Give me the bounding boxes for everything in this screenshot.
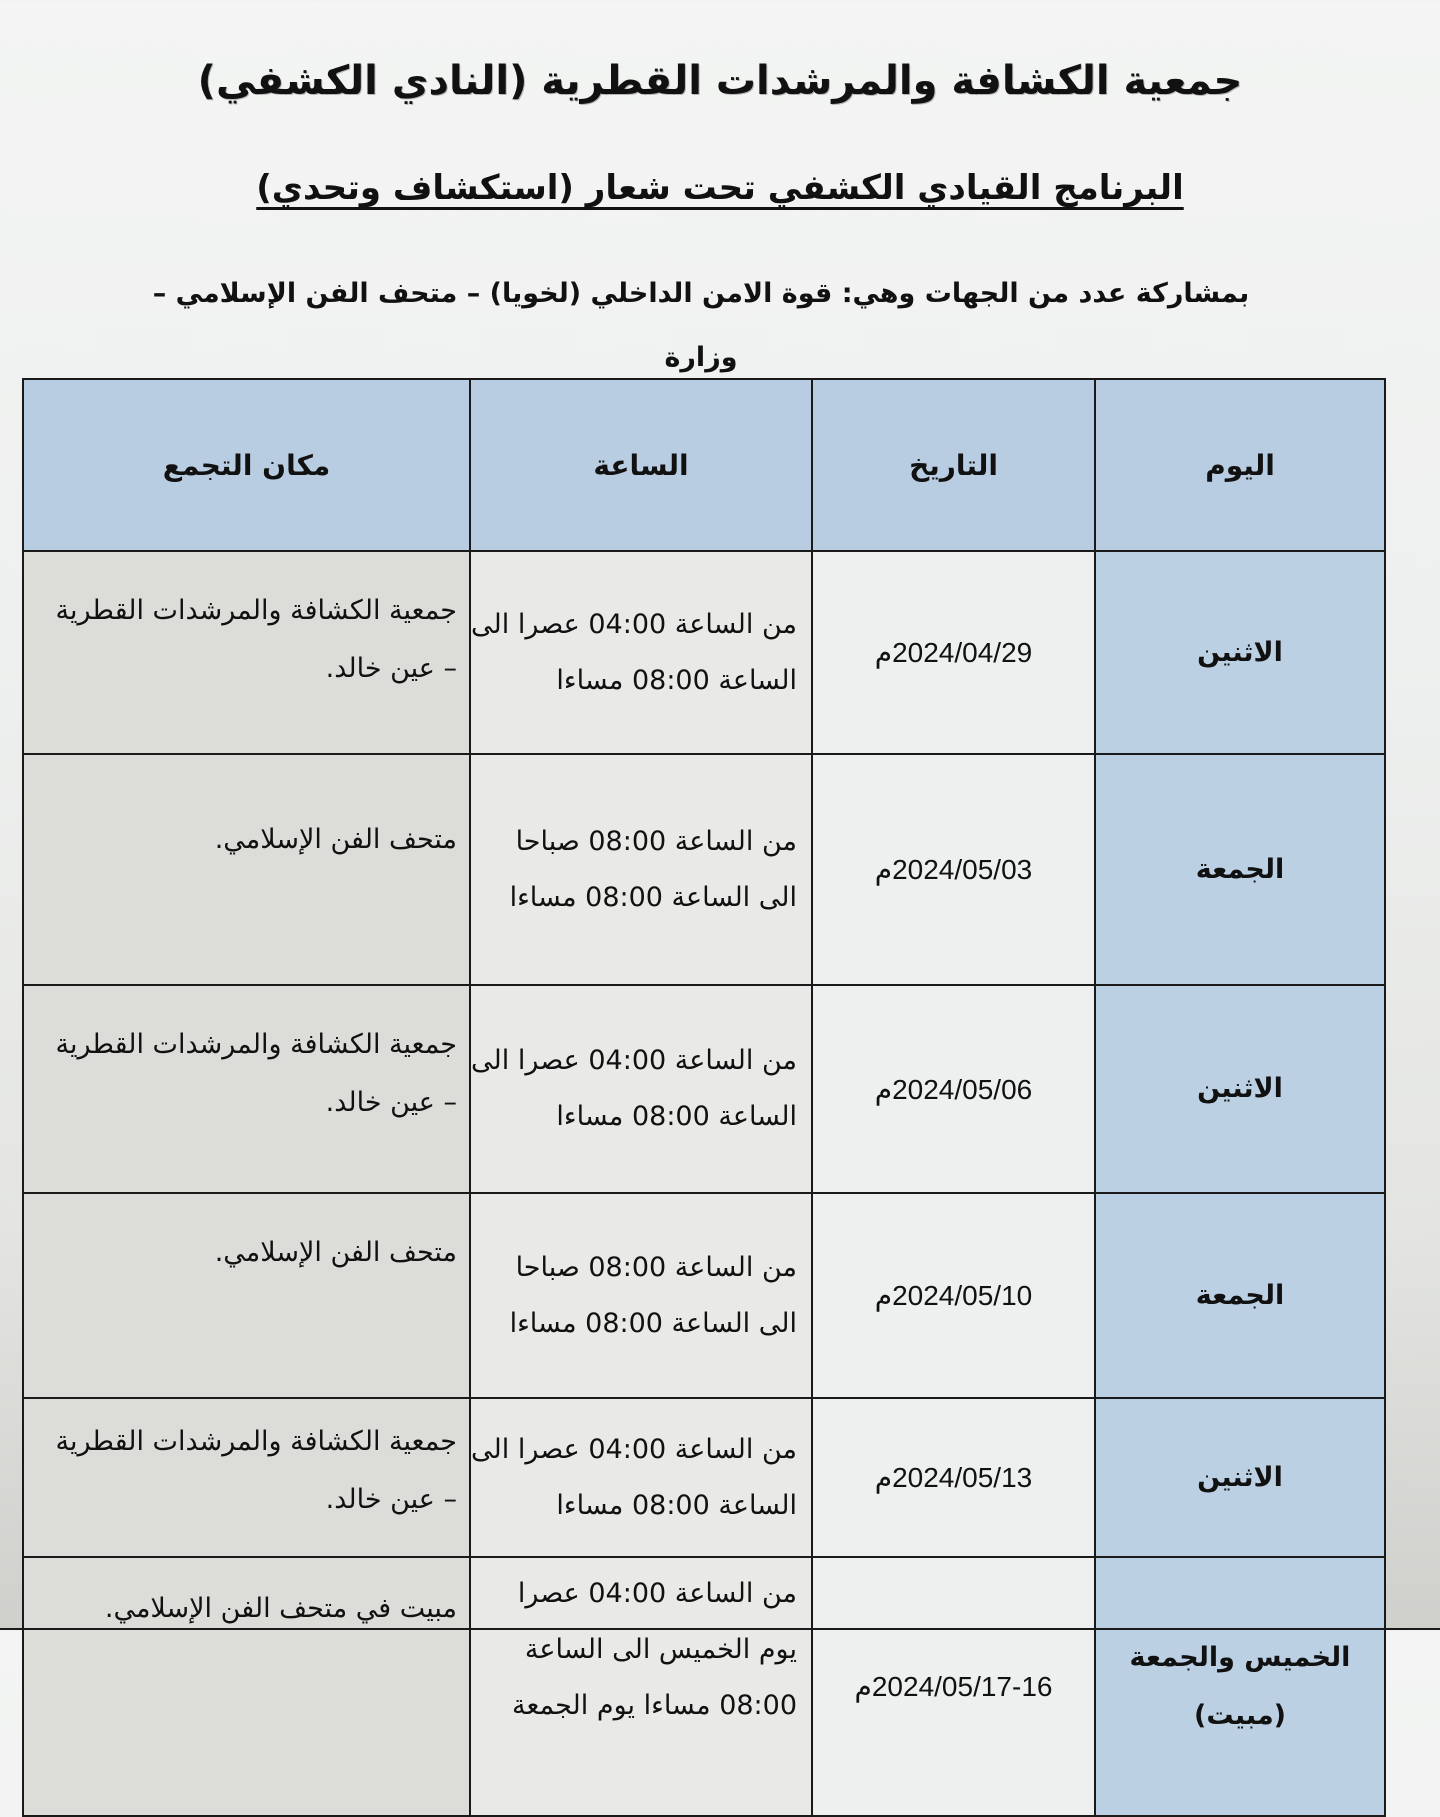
place-line: جمعية الكشافة والمرشدات القطرية xyxy=(55,1426,457,1457)
time-line: من الساعة 04:00 عصرا الى xyxy=(471,1433,797,1465)
place-line: – عين خالد. xyxy=(325,1087,457,1118)
time-line: الساعة 08:00 مساءا xyxy=(556,1101,797,1132)
day-label: الاثنين xyxy=(1197,1461,1283,1493)
time-line: من الساعة 04:00 عصرا الى xyxy=(471,608,797,640)
time-cell xyxy=(470,1193,812,1398)
day-cell xyxy=(1095,1557,1385,1816)
header-day: اليوم xyxy=(1095,379,1385,551)
table-row xyxy=(23,1557,1385,1816)
place-cell xyxy=(23,551,470,754)
time-line: الى الساعة 08:00 مساءا xyxy=(509,881,797,913)
day-label: الخميس والجمعة xyxy=(1129,1641,1351,1673)
document-subtitle xyxy=(0,168,1440,208)
time-line: من الساعة 04:00 عصرا الى xyxy=(471,1045,797,1076)
date-cell: 2024/04/29م xyxy=(812,551,1095,754)
place-line: متحف الفن الإسلامي. xyxy=(214,824,457,855)
header-date: التاريخ xyxy=(812,379,1095,551)
day-label: الاثنين xyxy=(1197,636,1283,668)
table-row xyxy=(23,1193,1385,1398)
schedule-table xyxy=(22,378,1386,1817)
time-line: من الساعة 08:00 صباحا xyxy=(515,1251,797,1283)
place-cell xyxy=(23,754,470,985)
place-cell xyxy=(23,985,470,1193)
date-cell: 2024/05/06م xyxy=(812,985,1095,1193)
date-cell: 2024/05/10م xyxy=(812,1193,1095,1398)
time-cell xyxy=(470,1557,812,1816)
date-cell: 2024/05/17-16م xyxy=(812,1557,1095,1816)
place-line: – عين خالد. xyxy=(325,653,457,684)
document-title: جمعية الكشافة والمرشدات القطرية (النادي الكشفي) xyxy=(197,58,1243,104)
time-cell xyxy=(470,985,812,1193)
date-cell: 2024/05/03م xyxy=(812,754,1095,985)
day-cell xyxy=(1095,985,1385,1193)
time-line: الساعة 08:00 مساءا xyxy=(556,1489,797,1521)
day-cell xyxy=(1095,1193,1385,1398)
time-line: من الساعة 04:00 عصرا xyxy=(517,1578,797,1609)
place-cell xyxy=(23,1398,470,1557)
place-line: جمعية الكشافة والمرشدات القطرية xyxy=(55,1029,457,1060)
time-line: من الساعة 08:00 صباحا xyxy=(515,825,797,857)
time-cell xyxy=(470,754,812,985)
place-cell xyxy=(23,1193,470,1398)
place-line: جمعية الكشافة والمرشدات القطرية xyxy=(55,595,457,626)
table-row xyxy=(23,1398,1385,1557)
date-cell: 2024/05/13م xyxy=(812,1398,1095,1557)
time-line: يوم الخميس الى الساعة xyxy=(524,1634,797,1665)
place-line: – عين خالد. xyxy=(325,1484,457,1515)
intro-line-1: بمشاركة عدد من الجهات وهي: قوة الامن الداخلي (لخويا) – متحف الفن الإسلامي – وزارة xyxy=(152,278,1250,373)
table-row xyxy=(23,551,1385,754)
time-line: الى الساعة 08:00 مساءا xyxy=(509,1307,797,1339)
day-cell xyxy=(1095,551,1385,754)
table-header-row xyxy=(23,379,1385,551)
day-label: الجمعة xyxy=(1195,1279,1285,1311)
day-label: الجمعة xyxy=(1195,853,1285,885)
header-time: الساعة xyxy=(470,379,812,551)
day-sublabel: (مبيت) xyxy=(1193,1699,1287,1731)
subtitle-text: البرنامج القيادي الكشفي تحت شعار (استكشاف وتحدي) xyxy=(256,168,1184,208)
table-row xyxy=(23,754,1385,985)
header-place: مكان التجمع xyxy=(23,379,470,551)
day-label: الاثنين xyxy=(1197,1073,1283,1104)
table-row xyxy=(23,985,1385,1193)
place-line: متحف الفن الإسلامي. xyxy=(214,1237,457,1268)
time-line: 08:00 مساءا يوم الجمعة xyxy=(512,1690,797,1721)
time-cell xyxy=(470,1398,812,1557)
day-cell xyxy=(1095,754,1385,985)
day-cell xyxy=(1095,1398,1385,1557)
place-cell xyxy=(23,1557,470,1816)
time-line: الساعة 08:00 مساءا xyxy=(556,664,797,696)
place-line: مبيت في متحف الفن الإسلامي. xyxy=(104,1593,457,1624)
time-cell xyxy=(470,551,812,754)
